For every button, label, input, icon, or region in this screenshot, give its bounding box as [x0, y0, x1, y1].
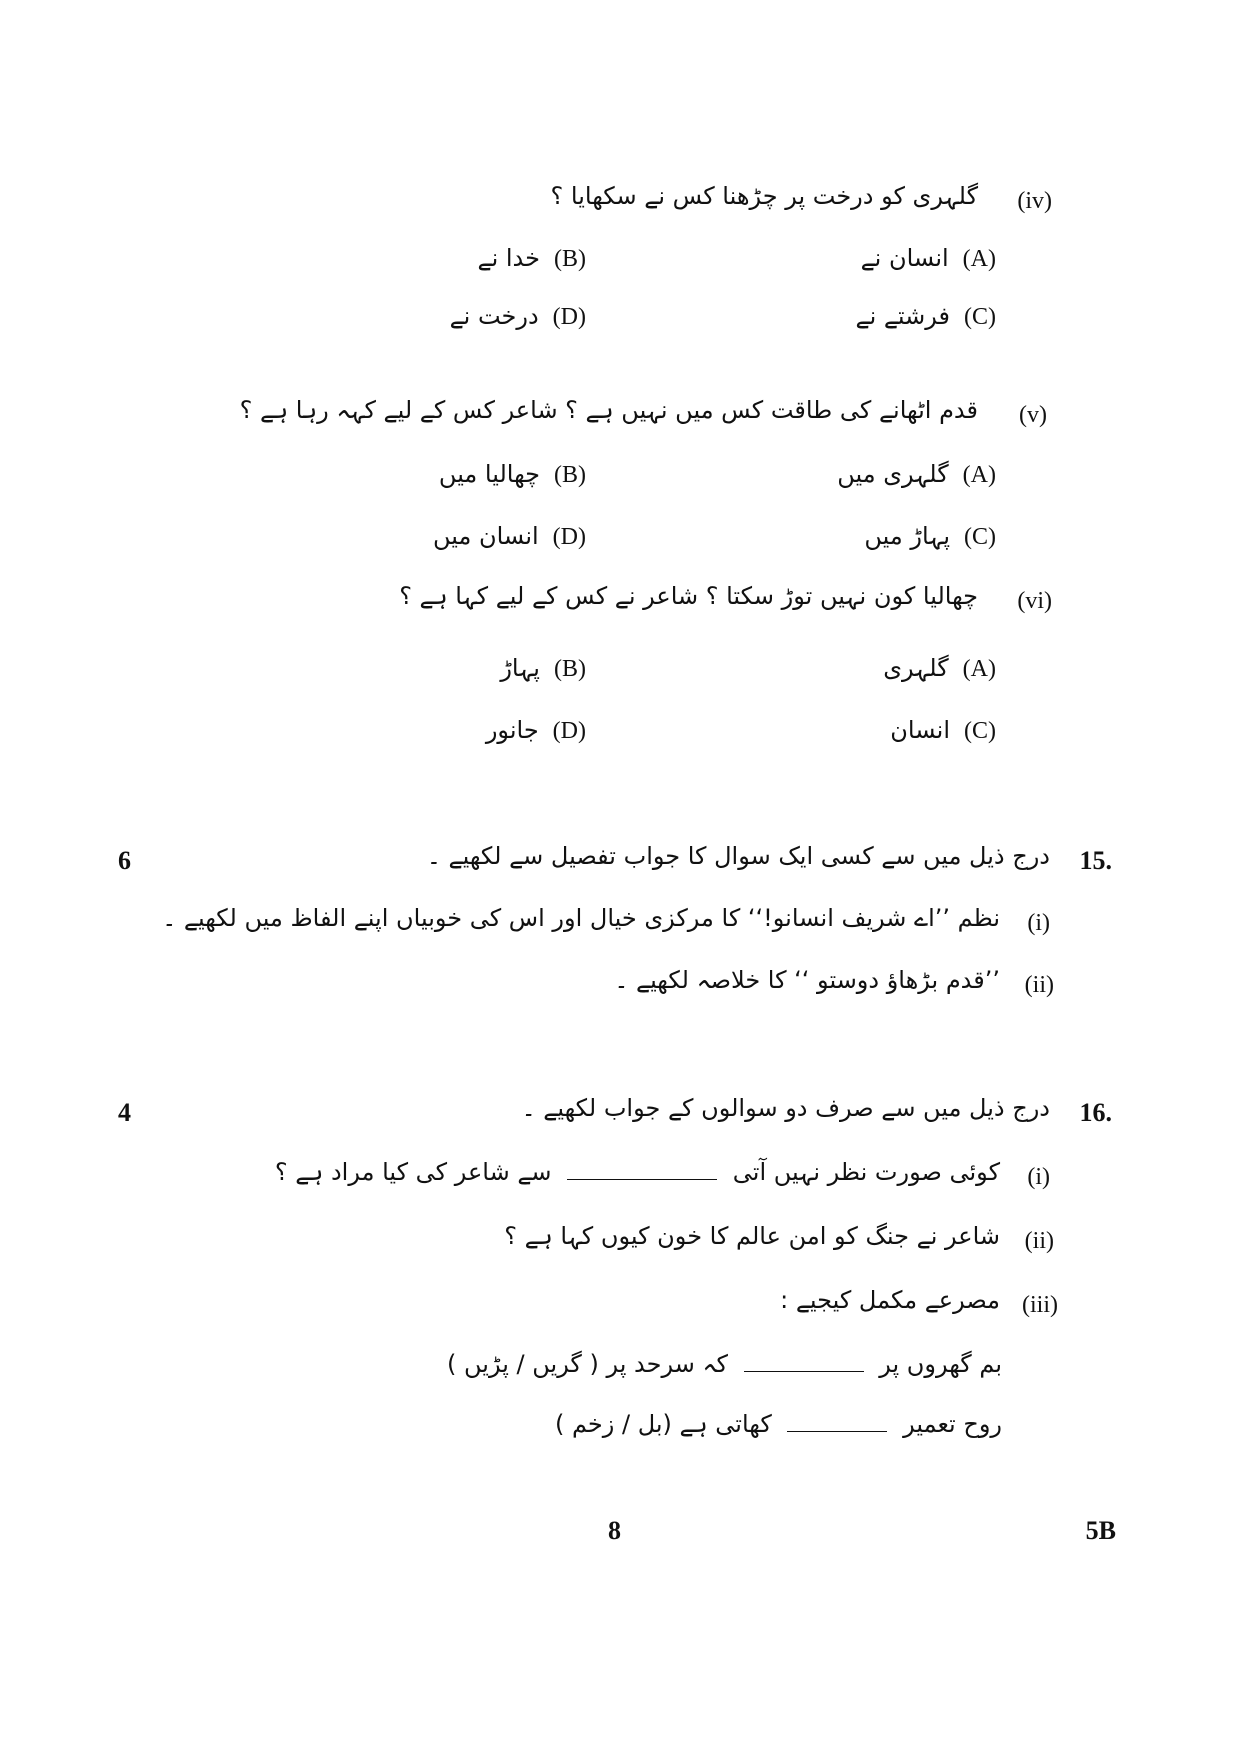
option-text: چھالیا میں: [438, 460, 540, 488]
q15-i-text: نظم ’’اے شریف انسانو!‘‘ کا مرکزی خیال اور اس کی خوبیاں اپنے الفاظ میں لکھیے ۔: [162, 904, 1000, 932]
q14-iv-option-c: [856, 302, 997, 331]
q16-iii-number: (iii): [1022, 1292, 1058, 1318]
option-text: درخت نے: [449, 302, 539, 330]
option-text: انسان: [890, 716, 950, 744]
line1-after: کہ سرحد پر ( گریں / پڑیں ): [447, 1350, 728, 1378]
q16-iii-line1: [447, 1350, 1002, 1378]
q14-iv-number: (iv): [1017, 188, 1052, 214]
q16-i-text: [275, 1158, 1000, 1186]
q14-v-number: (v): [1019, 402, 1047, 428]
q14-iv-option-b: [478, 244, 586, 273]
option-text: خدا نے: [477, 244, 540, 272]
q16-marks: 4: [118, 1098, 131, 1127]
option-text: جانور: [485, 716, 539, 744]
q14-v-option-b: [439, 460, 586, 489]
q14-vi-option-a: [883, 654, 996, 683]
option-label: (D): [552, 524, 586, 550]
option-label: (A): [962, 656, 996, 682]
q16-i-before: کوئی صورت نظر نہیں آتی: [732, 1158, 1000, 1186]
q14-vi-option-b: [500, 654, 586, 683]
q14-iv-option-a: [861, 244, 996, 273]
q15-ii-text: ’’قدم بڑھاؤ دوستو ‘‘ کا خلاصہ لکھیے ۔: [614, 966, 1000, 994]
q16-ii-number: (ii): [1024, 1228, 1054, 1254]
q15-number: 15.: [1079, 846, 1112, 875]
q14-iv-text: گلہری کو درخت پر چڑھنا کس نے سکھایا ؟: [550, 182, 978, 210]
option-label: (D): [552, 304, 586, 330]
q14-vi-number: (vi): [1017, 588, 1052, 614]
q14-v-text: قدم اٹھانے کی طاقت کس میں نہیں ہے ؟ شاعر کس کے لیے کہہ رہا ہے ؟: [239, 396, 978, 424]
option-text: گلہری: [883, 654, 949, 682]
q14-v-option-c: [864, 522, 996, 551]
option-label: (B): [554, 656, 586, 682]
option-label: (C): [964, 304, 996, 330]
option-label: (C): [964, 718, 996, 744]
q16-ii-text: شاعر نے جنگ کو امن عالم کا خون کیوں کہا ہے ؟: [504, 1222, 1000, 1250]
option-text: انسان نے: [860, 244, 949, 272]
q16-iii-line2: [555, 1410, 1002, 1438]
option-label: (A): [962, 246, 996, 272]
option-text: انسان میں: [432, 522, 539, 550]
q14-vi-option-d: [486, 716, 586, 745]
line1-before: بم گھروں پر: [879, 1350, 1002, 1378]
option-label: (A): [962, 462, 996, 488]
option-text: گلہری میں: [837, 460, 949, 488]
q16-i-number: (i): [1027, 1164, 1050, 1190]
q14-iv-option-d: [450, 302, 586, 331]
option-label: (B): [554, 246, 586, 272]
paper-code: 5B: [1085, 1516, 1116, 1545]
q15-marks: 6: [118, 846, 131, 875]
line2-after: کھاتی ہے (بل / زخم ): [554, 1410, 772, 1438]
q16-instruction: درج ذیل میں سے صرف دو سوالوں کے جواب لکھیے ۔: [521, 1094, 1050, 1122]
fill-blank: [787, 1429, 887, 1432]
q14-vi-option-c: [890, 716, 996, 745]
option-text: فرشتے نے: [855, 302, 950, 330]
option-label: (B): [554, 462, 586, 488]
q15-ii-number: (ii): [1024, 972, 1054, 998]
q14-v-option-d: [433, 522, 586, 551]
q14-v-option-a: [837, 460, 996, 489]
option-label: (C): [964, 524, 996, 550]
line2-before: روح تعمیر: [903, 1410, 1002, 1438]
q14-vi-text: چھالیا کون نہیں توڑ سکتا ؟ شاعر نے کس کے لیے کہا ہے ؟: [399, 582, 978, 610]
option-text: پہاڑ میں: [864, 522, 950, 550]
q16-iii-text: مصرعے مکمل کیجیے :: [780, 1286, 1000, 1314]
q15-instruction: درج ذیل میں سے کسی ایک سوال کا جواب تفصیل سے لکھیے ۔: [426, 842, 1050, 870]
fill-blank: [744, 1369, 864, 1372]
option-text: پہاڑ: [500, 654, 540, 682]
option-label: (D): [552, 718, 586, 744]
fill-blank: [567, 1177, 717, 1180]
q16-i-after: سے شاعر کی کیا مراد ہے ؟: [274, 1158, 552, 1186]
page-number: 8: [608, 1516, 621, 1545]
q16-number: 16.: [1079, 1098, 1112, 1127]
q15-i-number: (i): [1027, 910, 1050, 936]
